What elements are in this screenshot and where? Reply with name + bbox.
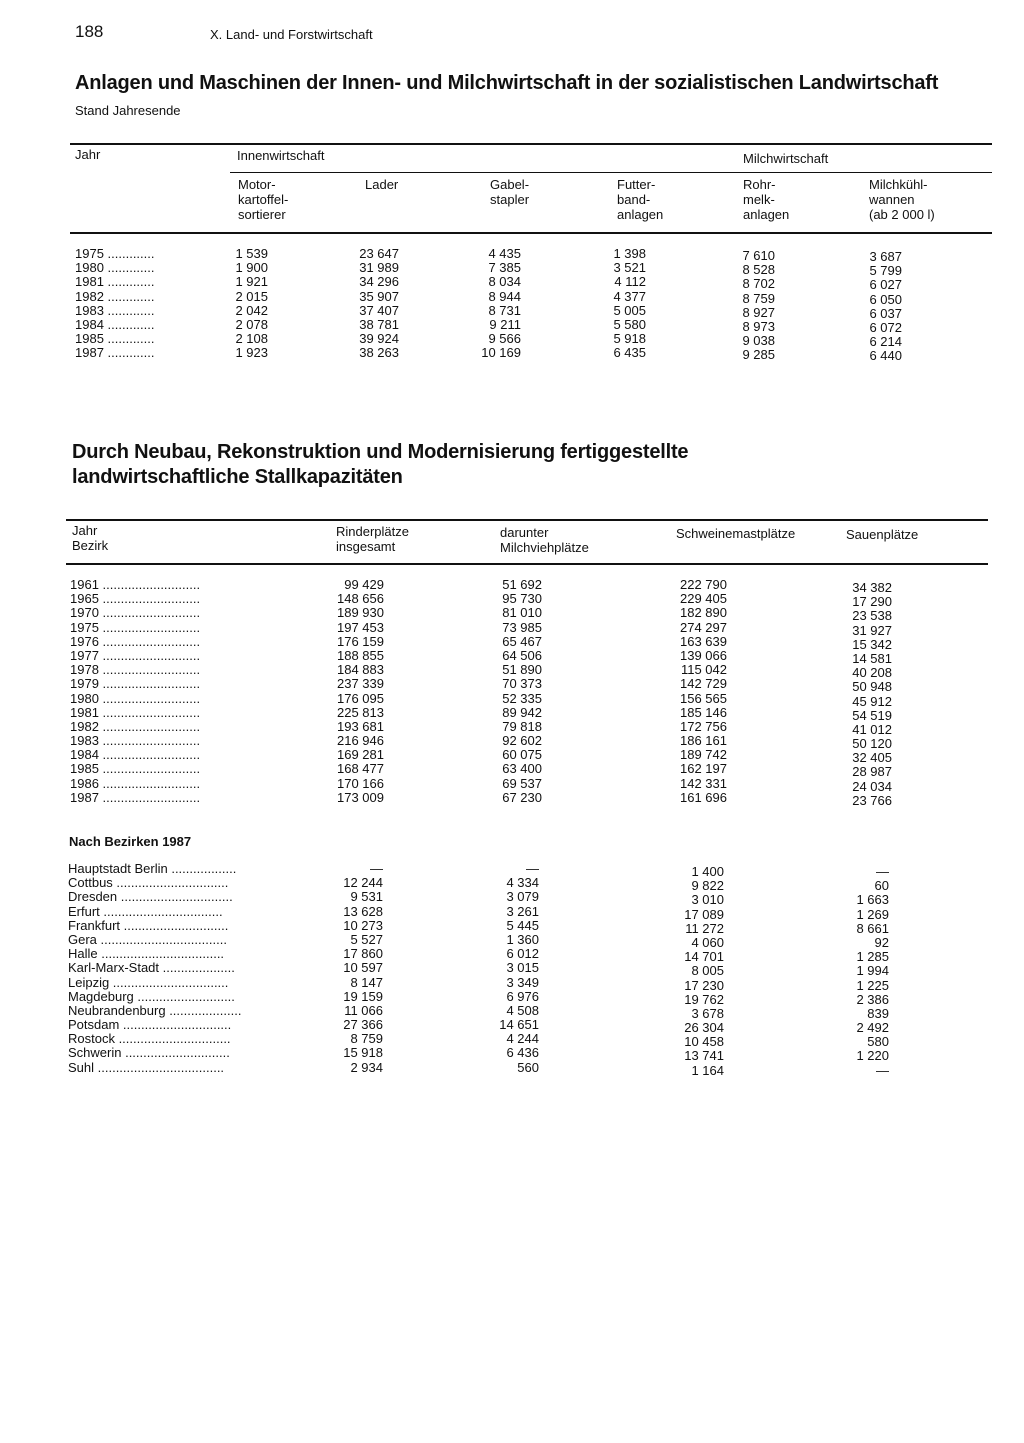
- table-cell: 10 458: [684, 1034, 724, 1050]
- table-cell: 8 147: [350, 974, 383, 990]
- table-cell: 172 756: [680, 718, 727, 734]
- table2-top-rule: [66, 519, 988, 521]
- table-cell: 6 436: [506, 1045, 539, 1061]
- table-cell: 1 663: [856, 892, 889, 908]
- table-cell: 6 027: [869, 277, 902, 293]
- table-cell: 2 108: [235, 331, 268, 347]
- table-cell: 225 813: [337, 704, 384, 720]
- table-cell: 8 702: [742, 276, 775, 292]
- table-cell: 50 948: [852, 679, 892, 695]
- table-cell: 41 012: [852, 721, 892, 737]
- table-cell: 173 009: [337, 789, 384, 805]
- table2-header-schweine: Schweinemastplätze: [676, 526, 796, 541]
- table-cell: 8 759: [350, 1031, 383, 1047]
- row-label: 1985 .............: [75, 332, 155, 347]
- table-cell: 31 927: [852, 622, 892, 638]
- table-cell: 8 731: [488, 302, 521, 318]
- table-cell: 19 159: [343, 988, 383, 1004]
- table1-header-kuehl: Milchkühl- wannen (ab 2 000 l): [869, 177, 935, 222]
- table-cell: 17 290: [852, 594, 892, 610]
- table-cell: 8 661: [856, 920, 889, 936]
- table-cell: 51 890: [502, 662, 542, 678]
- row-label: 1978 ...........................: [70, 663, 201, 678]
- value-column: [441, 247, 521, 361]
- table-cell: 64 506: [502, 647, 542, 663]
- table-cell: —: [370, 861, 383, 876]
- row-label: 1980 .............: [75, 261, 155, 276]
- table-cell: 10 273: [343, 917, 383, 933]
- table1-header-motor: Motor- kartoffel- sortierer: [238, 177, 289, 222]
- table2-header-milch: darunter Milchviehplätze: [500, 525, 589, 555]
- table-cell: 184 883: [337, 662, 384, 678]
- table-cell: 5 918: [613, 331, 646, 347]
- row-label: 1982 .............: [75, 289, 155, 304]
- table-cell: 4 377: [613, 288, 646, 304]
- table-cell: 3 349: [506, 974, 539, 990]
- table-cell: 5 799: [869, 263, 902, 279]
- row-labels: [70, 578, 315, 805]
- table-cell: 26 304: [684, 1020, 724, 1036]
- row-label: Hauptstadt Berlin ..................: [68, 862, 237, 876]
- table-cell: 6 037: [869, 305, 902, 321]
- table-cell: 92 602: [502, 733, 542, 749]
- value-column: [812, 581, 892, 808]
- row-label: 1975 ...........................: [70, 620, 201, 635]
- table-cell: 9 285: [742, 347, 775, 363]
- table-cell: 17 230: [684, 977, 724, 993]
- table-cell: 35 907: [359, 288, 399, 304]
- table-cell: 1 225: [856, 977, 889, 993]
- table-cell: 23 538: [852, 608, 892, 624]
- table2-header-rinder: Rinderplätze insgesamt: [336, 524, 409, 554]
- table-cell: 5 527: [350, 931, 383, 947]
- table-cell: 176 095: [337, 690, 384, 706]
- table-cell: 182 890: [680, 605, 727, 621]
- table1-header-year: Jahr: [75, 147, 101, 162]
- table1-title: Anlagen und Maschinen der Innen- und Milchwirtschaft in der sozialistischen Landwirtschaft: [75, 72, 939, 94]
- row-label: 1965 ...........................: [70, 592, 201, 607]
- table-cell: 38 781: [359, 316, 399, 332]
- table-cell: 73 985: [502, 619, 542, 635]
- table-cell: 176 159: [337, 633, 384, 649]
- table-cell: 92: [874, 934, 889, 950]
- table-cell: 10 597: [343, 960, 383, 976]
- table1-header-rohr: Rohr- melk- anlagen: [743, 177, 790, 222]
- row-label: 1979 ...........................: [70, 677, 201, 692]
- table-cell: 9 566: [488, 331, 521, 347]
- table-cell: 186 161: [680, 733, 727, 749]
- row-label: Gera ...................................: [68, 932, 227, 947]
- row-label: Suhl ...................................: [68, 1060, 225, 1075]
- row-label: 1981 .............: [75, 275, 155, 290]
- table-cell: 14 581: [852, 650, 892, 666]
- table2-header-sauen: Sauenplätze: [846, 527, 919, 542]
- table-cell: 32 405: [852, 750, 892, 766]
- table-cell: 1 921: [235, 274, 268, 290]
- table-cell: 99 429: [344, 577, 384, 592]
- table-cell: 169 281: [337, 747, 384, 763]
- table-cell: 6 976: [506, 988, 539, 1004]
- value-column: [188, 247, 268, 361]
- table-cell: 8 034: [488, 274, 521, 290]
- table-cell: 1 269: [856, 906, 889, 922]
- table-cell: 2 492: [856, 1020, 889, 1036]
- table-cell: 95 730: [502, 591, 542, 607]
- row-label: 1985 ...........................: [70, 762, 201, 777]
- table-cell: 69 537: [502, 775, 542, 791]
- value-column: [822, 250, 902, 364]
- table-cell: 170 166: [337, 775, 384, 791]
- table-cell: 3 678: [691, 1005, 724, 1021]
- table-cell: 54 519: [852, 707, 892, 723]
- table-cell: 63 400: [502, 761, 542, 777]
- value-column: [459, 862, 539, 1075]
- row-label: 1975 .............: [75, 247, 155, 261]
- table1-header-lader: Lader: [365, 177, 399, 192]
- table-cell: 17 860: [343, 946, 383, 962]
- table-cell: 23 647: [359, 246, 399, 261]
- table-cell: 2 042: [235, 302, 268, 318]
- table-cell: 60 075: [502, 747, 542, 763]
- value-column: [303, 862, 383, 1075]
- row-label: 1987 .............: [75, 346, 155, 361]
- table-cell: 4 112: [614, 274, 646, 290]
- table-cell: 222 790: [680, 577, 727, 592]
- row-label: 1984 ...........................: [70, 748, 201, 763]
- table-cell: 17 089: [684, 906, 724, 922]
- value-column: [647, 578, 727, 805]
- table-cell: 1 923: [235, 345, 268, 361]
- table-cell: 1 285: [856, 949, 889, 965]
- value-column: [319, 247, 399, 361]
- table-cell: 168 477: [337, 761, 384, 777]
- table-cell: 4 334: [506, 875, 539, 891]
- table-cell: 6 440: [869, 348, 902, 364]
- row-label: 1977 ...........................: [70, 648, 201, 663]
- table-cell: 5 005: [613, 302, 646, 318]
- table-cell: 3 015: [506, 960, 539, 976]
- table-cell: 6 214: [869, 334, 902, 350]
- table-cell: 8 973: [742, 318, 775, 334]
- table-cell: 11 066: [344, 1002, 383, 1018]
- table-cell: 162 197: [680, 761, 727, 777]
- row-label: 1983 .............: [75, 303, 155, 318]
- row-label: 1970 ...........................: [70, 606, 201, 621]
- table-cell: 274 297: [680, 619, 727, 635]
- row-labels: [68, 862, 315, 1075]
- row-label: Karl-Marx-Stadt ....................: [68, 961, 235, 976]
- value-column: [644, 865, 724, 1078]
- table-cell: 1 360: [506, 931, 539, 947]
- table-cell: 8 528: [742, 262, 775, 278]
- table-cell: 1 164: [691, 1062, 724, 1078]
- table-cell: 34 382: [852, 580, 892, 595]
- table-cell: 9 038: [742, 333, 775, 349]
- row-label: Neubrandenburg ....................: [68, 1003, 242, 1018]
- table-cell: 11 272: [685, 920, 724, 936]
- table-cell: 142 729: [680, 676, 727, 692]
- table-cell: 15 918: [343, 1045, 383, 1061]
- row-label: 1987 ...........................: [70, 790, 201, 805]
- table-cell: 14 701: [684, 949, 724, 965]
- table-cell: —: [526, 861, 539, 876]
- table-cell: 8 005: [691, 963, 724, 979]
- table-cell: 8 944: [488, 288, 521, 304]
- table-cell: 1 220: [856, 1048, 889, 1064]
- table-cell: 81 010: [502, 605, 542, 621]
- row-label: Cottbus ...............................: [68, 876, 229, 891]
- table-cell: 7 385: [488, 260, 521, 276]
- table-cell: 148 656: [337, 591, 384, 607]
- table-cell: 4 060: [691, 934, 724, 950]
- table-cell: 163 639: [680, 633, 727, 649]
- table-cell: 14 651: [499, 1017, 539, 1033]
- table2-header-bottom-rule: [66, 563, 988, 565]
- row-label: Magdeburg ...........................: [68, 989, 235, 1004]
- table-cell: 237 339: [337, 676, 384, 692]
- table-cell: 4 508: [506, 1002, 539, 1018]
- table-cell: 39 924: [359, 331, 399, 347]
- row-label: Schwerin .............................: [68, 1046, 230, 1061]
- table-cell: 142 331: [680, 775, 727, 791]
- table-cell: 8 927: [742, 304, 775, 320]
- table-cell: 216 946: [337, 733, 384, 749]
- table-cell: 839: [867, 1005, 889, 1021]
- row-label: 1982 ...........................: [70, 719, 201, 734]
- table-cell: 2 078: [235, 316, 268, 332]
- table-cell: 185 146: [680, 704, 727, 720]
- table-cell: 9 211: [489, 316, 521, 332]
- table-cell: 1 994: [856, 963, 889, 979]
- table-cell: 40 208: [852, 665, 892, 681]
- table-cell: 2 934: [350, 1059, 383, 1075]
- running-title: X. Land- und Forstwirtschaft: [210, 27, 373, 42]
- table-cell: 34 296: [359, 274, 399, 290]
- table-cell: 19 762: [684, 991, 724, 1007]
- table-cell: 1 900: [235, 260, 268, 276]
- table-cell: 24 034: [852, 778, 892, 794]
- table-cell: 27 366: [343, 1017, 383, 1033]
- table-cell: 3 079: [506, 889, 539, 905]
- table-cell: 197 453: [337, 619, 384, 635]
- table2-title: Durch Neubau, Rekonstruktion und Modernisierung fertiggestellte landwirtschaftliche Stallkapazitäten: [72, 441, 689, 488]
- row-label: 1961 ...........................: [70, 578, 201, 592]
- row-label: 1983 ...........................: [70, 734, 201, 749]
- table-cell: 139 066: [680, 647, 727, 663]
- table1-header-inner: Innenwirtschaft: [237, 148, 325, 163]
- row-label: Leipzig ................................: [68, 975, 229, 990]
- table-cell: 38 263: [359, 345, 399, 361]
- table-cell: 6 072: [869, 319, 902, 335]
- row-label: Frankfurt .............................: [68, 918, 229, 933]
- table-cell: 193 681: [337, 718, 384, 734]
- table-cell: 15 342: [852, 636, 892, 652]
- table-cell: 156 565: [680, 690, 727, 706]
- table-cell: —: [876, 1062, 889, 1078]
- table1-group-rule: [230, 172, 992, 173]
- row-label: Erfurt .................................: [68, 904, 223, 919]
- row-label: Halle ..................................: [68, 947, 225, 962]
- table-cell: 9 822: [691, 878, 724, 894]
- table-cell: —: [876, 864, 889, 879]
- row-label: 1986 ...........................: [70, 776, 201, 791]
- table-cell: 188 855: [337, 647, 384, 663]
- table-cell: 89 942: [502, 704, 542, 720]
- table-cell: 1 398: [613, 246, 646, 261]
- table-cell: 50 120: [852, 736, 892, 752]
- table-cell: 229 405: [680, 591, 727, 607]
- table-cell: 4 244: [506, 1031, 539, 1047]
- table-cell: 13 741: [684, 1048, 724, 1064]
- table-cell: 67 230: [502, 789, 542, 805]
- value-column: [566, 247, 646, 361]
- table-cell: 3 521: [613, 260, 646, 276]
- value-column: [462, 578, 542, 805]
- row-label: 1981 ...........................: [70, 705, 201, 720]
- table-cell: 3 010: [691, 892, 724, 908]
- row-label: 1976 ...........................: [70, 634, 201, 649]
- table-cell: 5 445: [506, 917, 539, 933]
- table-cell: 45 912: [852, 693, 892, 709]
- table-cell: 6 012: [506, 946, 539, 962]
- table-cell: 52 335: [502, 690, 542, 706]
- table-cell: 79 818: [502, 718, 542, 734]
- value-column: [304, 578, 384, 805]
- table-cell: 4 435: [488, 246, 521, 261]
- table-cell: 28 987: [852, 764, 892, 780]
- table-cell: 60: [874, 878, 889, 894]
- row-label: 1984 .............: [75, 317, 155, 332]
- district-section-label: Nach Bezirken 1987: [69, 834, 192, 849]
- table-cell: 115 042: [680, 662, 727, 678]
- value-column: [695, 249, 775, 363]
- table-cell: 65 467: [502, 633, 542, 649]
- table-cell: 9 531: [350, 889, 383, 905]
- table-cell: 560: [517, 1059, 539, 1075]
- table-cell: 51 692: [502, 577, 542, 592]
- table1-subtitle: Stand Jahresende: [75, 103, 181, 118]
- table-cell: 70 373: [502, 676, 542, 692]
- table-cell: 10 169: [481, 345, 521, 361]
- table-cell: 580: [867, 1034, 889, 1050]
- table-cell: 1 539: [235, 246, 268, 261]
- table-cell: 37 407: [359, 302, 399, 318]
- table-cell: 1 400: [691, 864, 724, 879]
- page-number: 188: [75, 22, 104, 41]
- table1-header-milk: Milchwirtschaft: [743, 151, 829, 166]
- table1-header-bottom-rule: [70, 232, 992, 234]
- table-cell: 161 696: [680, 789, 727, 805]
- table-cell: 2 386: [856, 991, 889, 1007]
- table1-header-futter: Futter- band- anlagen: [617, 177, 664, 222]
- table-cell: 23 766: [852, 792, 892, 808]
- table1-top-rule: [70, 143, 992, 145]
- row-label: Rostock ...............................: [68, 1032, 231, 1047]
- table-cell: 6 435: [613, 345, 646, 361]
- value-column: [809, 865, 889, 1078]
- table-cell: 5 580: [613, 316, 646, 332]
- row-label: 1980 ...........................: [70, 691, 201, 706]
- table-cell: 8 759: [742, 290, 775, 306]
- table1-header-gabel: Gabel- stapler: [490, 177, 530, 207]
- table-cell: 189 930: [337, 605, 384, 621]
- table-cell: 189 742: [680, 747, 727, 763]
- table-cell: 6 050: [869, 291, 902, 307]
- table-cell: 2 015: [235, 288, 268, 304]
- table-cell: 31 989: [359, 260, 399, 276]
- table-cell: 3 261: [506, 903, 539, 919]
- table-cell: 7 610: [742, 248, 775, 263]
- table-cell: 13 628: [343, 903, 383, 919]
- table-cell: 3 687: [869, 249, 902, 264]
- table-cell: 12 244: [343, 875, 383, 891]
- row-label: Dresden ...............................: [68, 890, 233, 905]
- row-label: Potsdam ..............................: [68, 1018, 232, 1033]
- table2-header-year: Jahr Bezirk: [72, 523, 109, 553]
